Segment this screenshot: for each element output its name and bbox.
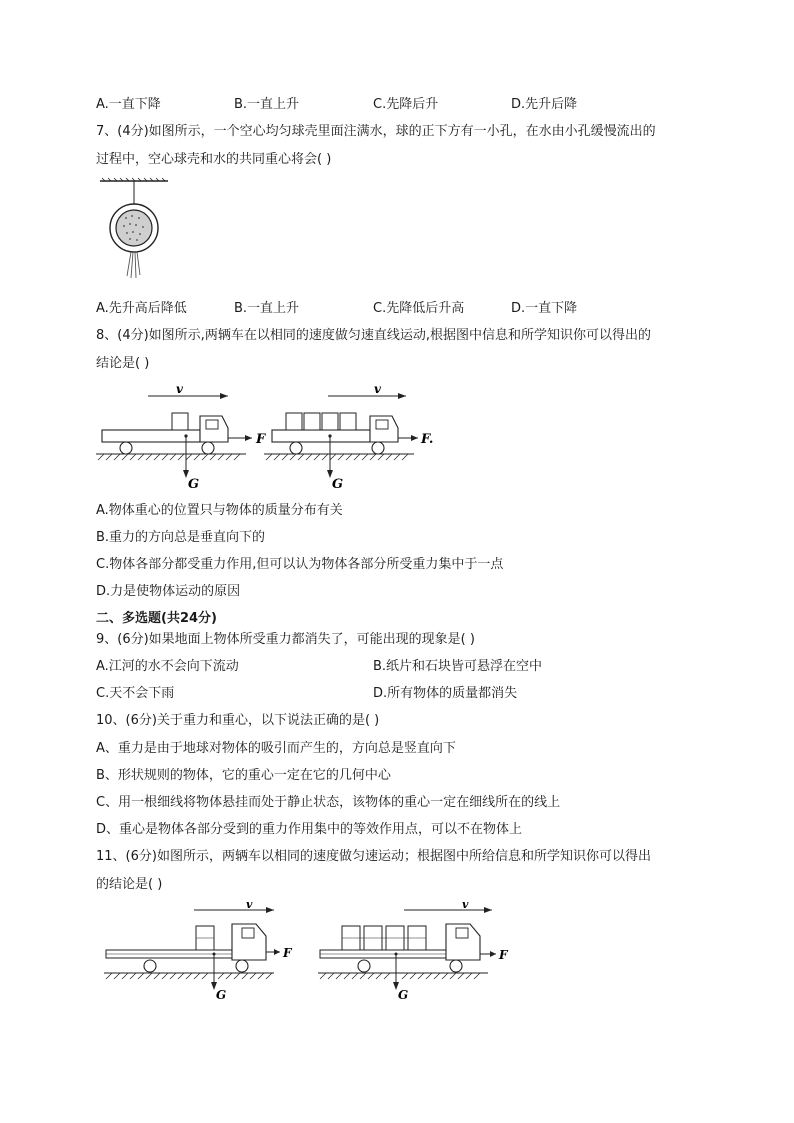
- velocity-label: v: [462, 898, 469, 911]
- q7-option-b[interactable]: B.一直上升: [234, 301, 300, 316]
- section-title-multiple-choice: 二、多选题(共24分): [96, 611, 217, 626]
- force-label: F.: [421, 432, 434, 447]
- q11-stem-line2: 的结论是( ): [96, 877, 163, 892]
- q10-option-b[interactable]: B、形状规则的物体，它的重心一定在它的几何中心: [96, 768, 391, 783]
- truck-1: [96, 382, 266, 492]
- gravity-label: G: [398, 988, 409, 1002]
- q9-stem: 9、(6分)如果地面上物体所受重力都消失了，可能出现的现象是( ): [96, 632, 475, 647]
- q10-option-a[interactable]: A、重力是由于地球对物体的吸引而产生的，方向总是竖直向下: [96, 741, 456, 756]
- velocity-label: v: [374, 382, 381, 396]
- q7-option-c[interactable]: C.先降低后升高: [373, 301, 465, 316]
- q7-hanging-shell-figure: [96, 178, 176, 284]
- q6-option-a[interactable]: A.一直下降: [96, 97, 161, 112]
- q10-option-c[interactable]: C、用一根细线将物体悬挂而处于静止状态，该物体的重心一定在细线所在的线上: [96, 795, 561, 810]
- truck-2: [318, 898, 509, 1002]
- q9-option-d[interactable]: D.所有物体的质量都消失: [373, 686, 518, 701]
- q6-option-d[interactable]: D.先升后降: [511, 97, 578, 112]
- q8-option-d[interactable]: D.力是使物体运动的原因: [96, 584, 241, 599]
- q8-option-a[interactable]: A.物体重心的位置只与物体的质量分布有关: [96, 503, 343, 518]
- q11-stem-line1: 11、(6分)如图所示，两辆车以相同的速度做匀速运动；根据图中所给信息和所学知识你可以得出: [96, 849, 651, 864]
- q8-stem-line2: 结论是( ): [96, 356, 150, 371]
- q7-option-a[interactable]: A.先升高后降低: [96, 301, 187, 316]
- q10-option-d[interactable]: D、重心是物体各部分受到的重力作用集中的等效作用点，可以不在物体上: [96, 822, 523, 837]
- q7-option-d[interactable]: D.一直下降: [511, 301, 578, 316]
- gravity-label: G: [332, 477, 344, 492]
- q6-option-c[interactable]: C.先降后升: [373, 97, 439, 112]
- force-label: F: [283, 946, 292, 960]
- gravity-label: G: [216, 988, 227, 1002]
- q8-trucks-figure: [96, 384, 446, 494]
- q6-option-b[interactable]: B.一直上升: [234, 97, 300, 112]
- q8-option-b[interactable]: B.重力的方向总是垂直向下的: [96, 530, 266, 545]
- force-label: F: [499, 948, 508, 962]
- q7-stem-line1: 7、(4分)如图所示，一个空心均匀球壳里面注满水，球的正下方有一小孔，在水由小孔缓慢流出的: [96, 124, 656, 139]
- q9-option-b[interactable]: B.纸片和石块皆可悬浮在空中: [373, 659, 543, 674]
- q9-option-c[interactable]: C.天不会下雨: [96, 686, 175, 701]
- q7-stem-line2: 过程中，空心球壳和水的共同重心将会( ): [96, 152, 332, 167]
- q9-option-a[interactable]: A.江河的水不会向下流动: [96, 659, 239, 674]
- q11-trucks-figure: [104, 898, 514, 1002]
- q8-stem-line1: 8、(4分)如图所示,两辆车在以相同的速度做匀速直线运动,根据图中信息和所学知识你可以得出的: [96, 328, 651, 343]
- velocity-label: v: [246, 898, 253, 911]
- q10-stem: 10、(6分)关于重力和重心，以下说法正确的是( ): [96, 713, 380, 728]
- q8-option-c[interactable]: C.物体各部分都受重力作用,但可以认为物体各部分所受重力集中于一点: [96, 557, 504, 572]
- truck-1: [104, 898, 293, 1002]
- truck-2: [264, 382, 433, 492]
- velocity-label: v: [176, 382, 183, 396]
- gravity-label: G: [188, 477, 200, 492]
- force-label: F: [256, 432, 266, 447]
